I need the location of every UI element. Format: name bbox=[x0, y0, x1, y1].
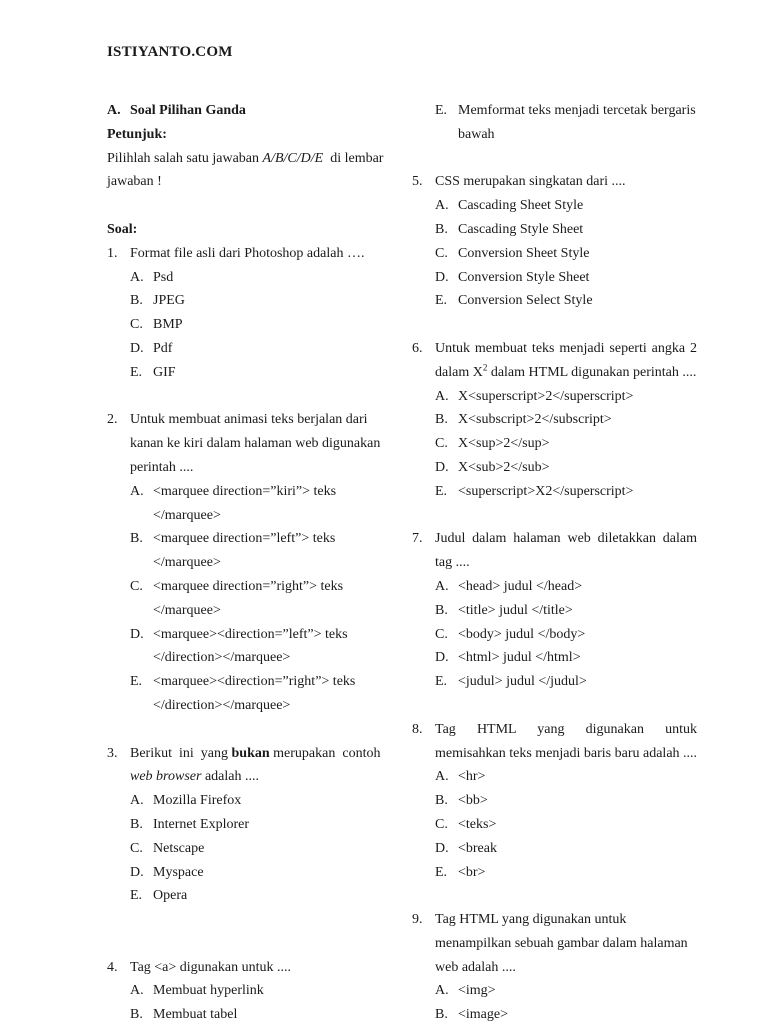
option-letter: C. bbox=[435, 626, 448, 642]
option-e bbox=[412, 99, 697, 147]
option-a bbox=[435, 765, 697, 789]
question-number: 4. bbox=[107, 959, 118, 975]
option-text: <marquee direction=”kiri”> teks bbox=[153, 483, 337, 499]
option-a bbox=[130, 480, 392, 528]
question-number: 1. bbox=[107, 245, 118, 261]
option-text: Cascading Style Sheet bbox=[458, 221, 584, 237]
option-text: X<subscript>2</subscript> bbox=[458, 412, 612, 428]
option-b bbox=[130, 1003, 392, 1027]
option-text: <title> judul </title> bbox=[458, 602, 573, 618]
question-text: menampilkan sebuah gambar dalam halaman bbox=[435, 935, 688, 951]
option-letter: E. bbox=[435, 864, 448, 880]
option-text: <marquee><direction=”left”> teks bbox=[153, 626, 348, 642]
question-text-part: merupakan contoh bbox=[269, 745, 381, 761]
option-letter: A. bbox=[130, 793, 144, 809]
option-letter: C. bbox=[130, 840, 143, 856]
option-b bbox=[435, 408, 697, 432]
option-text: Pdf bbox=[153, 340, 173, 356]
option-text: </marquee> bbox=[153, 555, 221, 571]
section-heading bbox=[107, 99, 392, 123]
option-b bbox=[435, 599, 697, 623]
option-text: <html> judul </html> bbox=[458, 650, 581, 666]
option-letter: A. bbox=[435, 769, 449, 785]
option-letter: C. bbox=[435, 245, 448, 261]
question-text-part: dalam HTML digunakan perintah .... bbox=[487, 364, 697, 380]
option-d bbox=[435, 456, 697, 480]
option-text: Membuat tabel bbox=[153, 1007, 238, 1023]
option-text: Membuat hyperlink bbox=[153, 983, 264, 999]
option-letter: D. bbox=[435, 650, 449, 666]
option-letter: B. bbox=[130, 293, 143, 309]
option-letter: E. bbox=[130, 364, 143, 380]
question-2 bbox=[107, 408, 392, 717]
option-letter: C. bbox=[435, 436, 448, 452]
option-text: </marquee> bbox=[153, 602, 221, 618]
option-letter: B. bbox=[435, 1007, 448, 1023]
question-text: Tag HTML yang digunakan untuk bbox=[435, 912, 627, 928]
option-text: <marquee><direction=”right”> teks bbox=[153, 674, 356, 690]
option-text: Opera bbox=[153, 888, 188, 904]
option-letter: A. bbox=[435, 578, 449, 594]
option-letter: A. bbox=[130, 483, 144, 499]
option-letter: B. bbox=[435, 221, 448, 237]
option-letter: E. bbox=[130, 888, 143, 904]
question-1 bbox=[107, 242, 392, 385]
option-letter: A. bbox=[435, 983, 449, 999]
option-letter: B. bbox=[130, 816, 143, 832]
question-text: memisahkan teks menjadi baris baru adalah .... bbox=[435, 745, 698, 761]
option-letter: B. bbox=[130, 531, 143, 547]
option-text: <img> bbox=[458, 983, 496, 999]
option-c bbox=[130, 313, 392, 337]
option-text: <judul> judul </judul> bbox=[458, 674, 587, 690]
section-title: Soal Pilihan Ganda bbox=[130, 103, 246, 118]
question-text: Judul dalam halaman web diletakkan dalam bbox=[435, 531, 697, 547]
question-number: 3. bbox=[107, 745, 118, 761]
question-text-part: Berikut ini yang bbox=[130, 745, 232, 761]
superscript-2: 2 bbox=[482, 362, 488, 373]
option-text: X<sup>2</sup> bbox=[458, 436, 550, 452]
option-b bbox=[130, 527, 392, 575]
option-c bbox=[130, 575, 392, 623]
option-letter: B. bbox=[435, 602, 448, 618]
question-text-part: dalam X bbox=[435, 364, 483, 380]
option-e bbox=[435, 480, 697, 504]
option-a bbox=[130, 979, 392, 1003]
option-text: </marquee> bbox=[153, 507, 221, 523]
left-column bbox=[107, 99, 392, 1027]
option-text: JPEG bbox=[153, 293, 185, 309]
option-text: <image> bbox=[458, 1007, 508, 1023]
option-letter: C. bbox=[435, 816, 448, 832]
option-text: <hr> bbox=[458, 769, 486, 785]
question-number: 7. bbox=[412, 531, 423, 547]
section-letter: A. bbox=[107, 103, 121, 118]
option-letter: E. bbox=[435, 674, 448, 690]
option-text: <marquee direction=”left”> teks bbox=[153, 531, 336, 547]
answer-letters: A/B/C/D/E bbox=[262, 150, 324, 166]
question-text: tag .... bbox=[435, 555, 470, 571]
option-text: Netscape bbox=[153, 840, 205, 856]
option-text: Conversion Style Sheet bbox=[458, 269, 590, 285]
option-d bbox=[130, 623, 392, 671]
question-number: 2. bbox=[107, 412, 118, 428]
option-d bbox=[130, 861, 392, 885]
question-text: Untuk membuat animasi teks berjalan dari bbox=[130, 412, 368, 428]
option-text: Psd bbox=[153, 269, 174, 285]
petunjuk-label: Petunjuk: bbox=[107, 126, 167, 142]
option-a bbox=[435, 194, 697, 218]
option-c bbox=[435, 432, 697, 456]
question-text bbox=[130, 742, 392, 766]
option-b bbox=[435, 1003, 697, 1027]
option-a bbox=[435, 385, 697, 409]
question-text: web adalah .... bbox=[435, 959, 516, 975]
option-letter: C. bbox=[130, 317, 143, 333]
option-text: bawah bbox=[458, 126, 495, 142]
option-text: BMP bbox=[153, 317, 183, 333]
option-letter: E. bbox=[435, 483, 448, 499]
option-e bbox=[435, 861, 697, 885]
emphasis-word: bukan bbox=[231, 745, 270, 761]
option-text: </direction></marquee> bbox=[153, 697, 291, 713]
option-letter: A. bbox=[130, 983, 144, 999]
italic-term: web browser bbox=[130, 769, 202, 785]
option-d bbox=[435, 266, 697, 290]
option-text: Cascading Sheet Style bbox=[458, 198, 584, 214]
question-text: Tag <a> digunakan untuk .... bbox=[130, 959, 291, 975]
option-text: GIF bbox=[153, 364, 176, 380]
option-text: </direction></marquee> bbox=[153, 650, 291, 666]
question-number: 9. bbox=[412, 912, 423, 928]
instruction-text: Pilihlah salah satu jawaban bbox=[107, 150, 263, 166]
option-text: <superscript>X2</superscript> bbox=[458, 483, 634, 499]
question-text bbox=[435, 361, 697, 385]
soal-label: Soal: bbox=[107, 221, 138, 237]
option-e bbox=[435, 670, 697, 694]
option-b bbox=[130, 289, 392, 313]
option-c bbox=[130, 837, 392, 861]
question-number: 5. bbox=[412, 174, 423, 190]
question-9 bbox=[412, 908, 697, 1027]
question-6 bbox=[412, 337, 697, 504]
question-text: Tag HTML yang digunakan untuk bbox=[435, 721, 697, 737]
option-text: Mozilla Firefox bbox=[153, 793, 242, 809]
option-e bbox=[435, 289, 697, 313]
option-b bbox=[435, 789, 697, 813]
option-a bbox=[435, 979, 697, 1003]
option-c bbox=[435, 242, 697, 266]
option-d bbox=[435, 837, 697, 861]
option-letter: D. bbox=[435, 269, 449, 285]
option-e bbox=[130, 884, 392, 908]
option-a bbox=[130, 266, 392, 290]
option-text: <marquee direction=”right”> teks bbox=[153, 578, 344, 594]
option-b bbox=[130, 813, 392, 837]
option-c bbox=[435, 623, 697, 647]
option-letter: D. bbox=[130, 340, 144, 356]
option-a bbox=[435, 575, 697, 599]
option-letter: D. bbox=[130, 626, 144, 642]
option-letter: C. bbox=[130, 578, 143, 594]
option-letter: D. bbox=[435, 840, 449, 856]
option-text: <bb> bbox=[458, 793, 488, 809]
option-letter: E. bbox=[130, 674, 143, 690]
question-text: kanan ke kiri dalam halaman web digunakan bbox=[130, 436, 381, 452]
option-d bbox=[435, 646, 697, 670]
option-e bbox=[130, 670, 392, 718]
option-text: <head> judul </head> bbox=[458, 578, 583, 594]
option-letter: D. bbox=[435, 459, 449, 475]
question-text-part: adalah .... bbox=[201, 769, 259, 785]
instruction-line-1 bbox=[107, 147, 392, 171]
option-b bbox=[435, 218, 697, 242]
option-text: Myspace bbox=[153, 864, 204, 880]
option-letter: A. bbox=[435, 388, 449, 404]
option-letter: E. bbox=[435, 293, 448, 309]
right-column bbox=[412, 99, 697, 1027]
question-text bbox=[130, 765, 392, 789]
option-text: Conversion Sheet Style bbox=[458, 245, 590, 261]
option-text: <teks> bbox=[458, 816, 497, 832]
option-text: Conversion Select Style bbox=[458, 293, 593, 309]
question-text: Format file asli dari Photoshop adalah …. bbox=[130, 245, 365, 261]
option-text: <break bbox=[458, 840, 497, 856]
question-8 bbox=[412, 718, 697, 885]
option-letter: B. bbox=[130, 1007, 143, 1023]
option-letter: B. bbox=[435, 793, 448, 809]
option-letter: E. bbox=[435, 103, 448, 118]
question-number: 8. bbox=[412, 721, 423, 737]
option-letter: D. bbox=[130, 864, 144, 880]
question-7 bbox=[412, 527, 697, 694]
question-text: perintah .... bbox=[130, 459, 194, 475]
option-letter: A. bbox=[130, 269, 144, 285]
instruction-line-2: jawaban ! bbox=[107, 174, 162, 190]
question-4 bbox=[107, 956, 392, 1027]
option-text: Memformat teks menjadi tercetak bergaris bbox=[458, 103, 696, 118]
option-text: Internet Explorer bbox=[153, 816, 250, 832]
site-title: ISTIYANTO.COM bbox=[107, 44, 233, 60]
option-d bbox=[130, 337, 392, 361]
option-text: X<sub>2</sub> bbox=[458, 459, 550, 475]
option-a bbox=[130, 789, 392, 813]
option-letter: A. bbox=[435, 198, 449, 214]
question-text: CSS merupakan singkatan dari .... bbox=[435, 174, 626, 190]
option-e bbox=[130, 361, 392, 385]
option-text: <br> bbox=[458, 864, 486, 880]
option-c bbox=[435, 813, 697, 837]
option-text: <body> judul </body> bbox=[458, 626, 586, 642]
question-5 bbox=[412, 170, 697, 313]
option-letter: B. bbox=[435, 412, 448, 428]
instruction-text: di lembar bbox=[323, 150, 384, 166]
question-3 bbox=[107, 742, 392, 909]
option-text: X<superscript>2</superscript> bbox=[458, 388, 634, 404]
question-text: Untuk membuat teks menjadi seperti angka 2 bbox=[435, 340, 697, 356]
question-number: 6. bbox=[412, 340, 423, 356]
